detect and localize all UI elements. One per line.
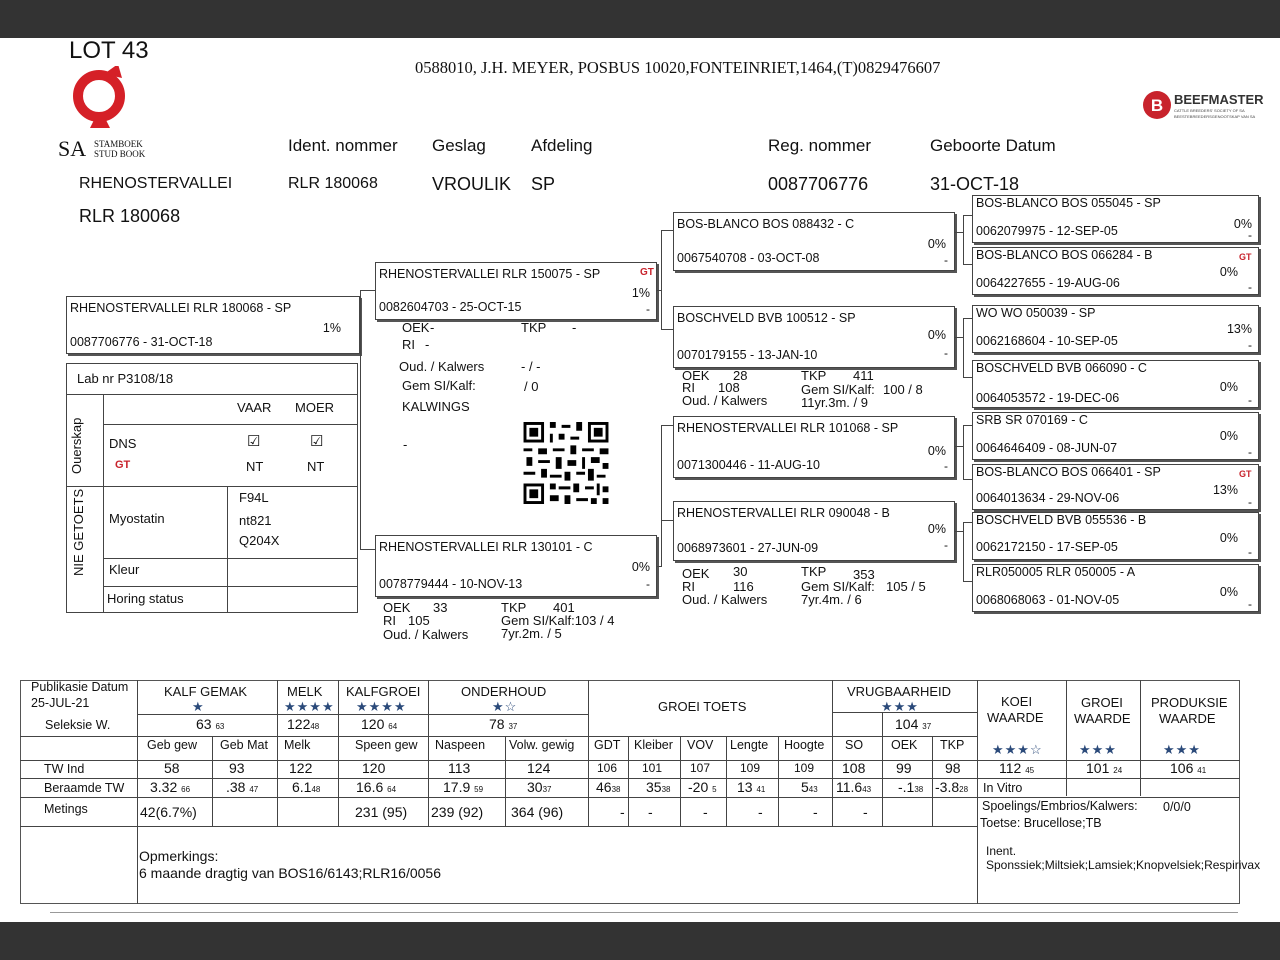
vaar-check-icon: ☑ [247, 433, 261, 450]
myostatin-f94l: F94L [239, 490, 269, 505]
gp-4-oud-value: 7yr.4m. / 6 [801, 592, 862, 607]
sire-name: RHENOSTERVALLEI RLR 150075 - SP [379, 267, 601, 281]
ggp-4-name: BOSCHVELD BVB 066090 - C [976, 361, 1147, 375]
col-kleiber: Kleiber [634, 738, 673, 752]
stud-book-sa: SA [58, 136, 87, 161]
gp-2-pct: 0% [927, 328, 946, 342]
col-vov: VOV [687, 738, 714, 752]
ggp-3-pct: 13% [1226, 322, 1252, 336]
melk-label: MELK [287, 684, 323, 699]
col-volw-gewig: Volw. gewig [509, 738, 575, 752]
lot-number: LOT 43 [69, 37, 149, 64]
ggp-2-name: BOS-BLANCO BOS 066284 - B [976, 248, 1153, 262]
gp-box-3 [673, 416, 955, 478]
sire-reg: 0082604703 - 25-OCT-15 [379, 300, 522, 314]
ggp-8-reg: 0068068063 - 01-NOV-05 [976, 593, 1120, 607]
koei-waarde-label: WAARDE [987, 710, 1044, 725]
ggp-6-gt-icon: GT [1239, 469, 1252, 479]
ggp-6-reg: 0064013634 - 29-NOV-06 [976, 491, 1120, 505]
moer-label: MOER [295, 400, 334, 415]
sire-ri-label: RI [402, 337, 415, 352]
produksie-label: PRODUKSIE [1151, 695, 1228, 710]
beefmaster-logo [1142, 90, 1270, 122]
kalwings-label: KALWINGS [402, 399, 470, 414]
ggp-1-name: BOS-BLANCO BOS 055045 - SP [976, 196, 1161, 210]
beefmaster-tag2: BEESTEBREEDERSGENOOTSKAP VAN SA [1174, 114, 1256, 119]
gp-4-oud-label: Oud. / Kalwers [682, 592, 768, 607]
produksie-stars: ★★★ [1163, 742, 1201, 757]
gp-4-tkp-value: 353 [853, 567, 875, 582]
tw-naspeen: 113 [448, 760, 471, 776]
tw-lengte: 109 [740, 761, 761, 775]
gp-4-oek-label: OEK [682, 566, 710, 581]
myostatin-nt821: nt821 [239, 513, 272, 528]
ggp-1-dash: - [1248, 228, 1252, 242]
dam-box [375, 535, 657, 597]
ggp-box-4 [972, 360, 1259, 408]
ggp-6-name: BOS-BLANCO BOS 066401 - SP [976, 465, 1161, 479]
animal-box-name: RHENOSTERVALLEI RLR 180068 - SP [70, 301, 292, 315]
gp-2-ri-label: RI [682, 380, 695, 395]
nie-getoets-label: NIE GETOETS [71, 488, 86, 576]
tw-volw-gewig: 124 [527, 760, 551, 776]
horing-label: Horing status [107, 591, 184, 606]
svg-text:B: B [1150, 96, 1164, 115]
sire-box [375, 262, 657, 320]
gp-2-tkp-label: TKP [801, 368, 827, 383]
gp-4-name: RHENOSTERVALLEI RLR 090048 - B [677, 506, 890, 520]
groei-label: GROEI [1081, 695, 1123, 710]
tw-melk: 122 [289, 760, 313, 776]
col-tkp: TKP [940, 738, 965, 752]
btw-volw-gewig: 3037 [527, 779, 552, 795]
lab-number: Lab nr P3108/18 [77, 371, 174, 386]
ggp-8-pct: 0% [1219, 585, 1238, 599]
dam-gem: Gem SI/Kalf:103 / 4 [501, 613, 615, 628]
gp-1-pct: 0% [927, 237, 946, 251]
ggp-7-pct: 0% [1219, 531, 1238, 545]
gp-2-gem-value: 100 / 8 [883, 382, 923, 397]
inent-label: Inent. [986, 844, 1017, 858]
animal-box-reg: 0087706776 - 31-OCT-18 [70, 335, 213, 349]
onderhoud-stars: ★☆ [492, 699, 518, 714]
spoelings-label: Spoelings/Embrios/Kalwers: [982, 799, 1138, 813]
gp-4-gem-value: 105 / 5 [886, 579, 926, 594]
btw-speen-gew: 16.6 64 [356, 779, 397, 795]
toetse-value: Toetse: Brucellose;TB [980, 816, 1102, 830]
ggp-2-dash: - [1248, 280, 1252, 294]
beefmaster-tag1: CATTLE BREEDERS' SOCIETY OF SA [1174, 108, 1245, 113]
sw-melk: 12248 [287, 716, 320, 732]
geslag-value: VROULIK [432, 174, 512, 194]
btw-hoogte: 543 [801, 779, 818, 795]
gp-4-dash: - [944, 538, 948, 552]
ggp-box-7 [972, 512, 1259, 560]
top-bar [0, 0, 1280, 38]
animal-box-pct: 1% [322, 321, 341, 335]
tw-geb-gew: 58 [164, 760, 180, 776]
gp-2-oek-label: OEK [682, 368, 710, 383]
col-oek: OEK [891, 738, 918, 752]
btw-geb-gew: 3.32 66 [150, 779, 191, 795]
gp-4-oek-value: 30 [733, 564, 748, 579]
animal-box [66, 296, 360, 354]
sw-kalfgroei: 120 64 [361, 716, 398, 732]
gp-2-reg: 0070179155 - 13-JAN-10 [677, 348, 818, 362]
beraamde-tw-label: Beraamde TW [44, 781, 125, 795]
sire-oek-label: OEK [402, 320, 430, 335]
gp-4-pct: 0% [927, 522, 946, 536]
tw-tkp: 98 [945, 760, 961, 776]
kalfgroei-label: KALFGROEI [346, 684, 421, 699]
met-kleiber: - [648, 804, 653, 820]
ggp-1-pct: 0% [1233, 217, 1252, 231]
beefmaster-emblem-icon [1142, 90, 1172, 120]
sw-onderhoud: 78 37 [489, 716, 518, 732]
bottom-bar [0, 922, 1280, 960]
col-speen-gew: Speen gew [355, 738, 418, 752]
tw-geb-mat: 93 [229, 760, 245, 776]
tw-oek: 99 [896, 760, 912, 776]
groei-toets-label: GROEI TOETS [658, 699, 747, 714]
ggp-3-reg: 0062168604 - 10-SEP-05 [976, 334, 1118, 348]
btw-geb-mat: .38 47 [226, 779, 259, 795]
sire-ri-value: - [425, 337, 430, 352]
dam-oud-value: 7yr.2m. / 5 [501, 626, 562, 641]
stud-book-logo [58, 66, 158, 162]
gp-2-gem-label: Gem SI/Kalf: [801, 382, 875, 397]
reg-label: Reg. nommer [768, 136, 871, 155]
gp-2-oud-value: 11yr.3m. / 9 [801, 395, 868, 410]
gp-1-dash: - [944, 253, 948, 267]
moer-check-icon: ☑ [310, 433, 324, 450]
gp-2-oek-value: 28 [733, 368, 748, 383]
pub-date: 25-JUL-21 [31, 696, 90, 710]
koei-stars: ★★★☆ [992, 742, 1043, 757]
dam-oud-label: Oud. / Kalwers [383, 627, 469, 642]
ggp-2-gt-icon: GT [1239, 252, 1252, 262]
gp-box-4 [673, 501, 955, 561]
in-vitro-label: In Vitro [983, 781, 1023, 795]
kleur-label: Kleur [109, 562, 140, 577]
tw-kleiber: 101 [642, 761, 663, 775]
geboorte-value: 31-OCT-18 [930, 174, 1020, 194]
ggp-7-reg: 0062172150 - 17-SEP-05 [976, 540, 1118, 554]
gp-1-reg: 0067540708 - 03-OCT-08 [677, 251, 820, 265]
btw-gdt: 4638 [596, 779, 621, 795]
btw-so: 11.643 [836, 779, 872, 795]
ggp-2-pct: 0% [1219, 265, 1238, 279]
ggp-box-6 [972, 464, 1259, 510]
met-volw-gewig: 364 (96) [511, 804, 564, 820]
btw-oek: -.138 [898, 779, 924, 795]
gp-4-ri-label: RI [682, 579, 695, 594]
met-naspeen: 239 (92) [431, 804, 484, 820]
ggp-box-5 [972, 412, 1259, 460]
groei-stars: ★★★ [1079, 742, 1117, 757]
moer-nt: NT [307, 459, 325, 474]
btw-lengte: 13 41 [737, 779, 766, 795]
qr-code [523, 422, 609, 504]
metings-label: Metings [44, 802, 88, 816]
dam-tkp-label: TKP [501, 600, 527, 615]
stud-book-emblem-icon [58, 66, 158, 136]
ggp-4-pct: 0% [1219, 380, 1238, 394]
ggp-2-reg: 0064227655 - 19-AUG-06 [976, 276, 1120, 290]
ggp-6-pct: 13% [1212, 483, 1238, 497]
gp-4-ri-value: 116 [733, 579, 754, 594]
gp-4-gem-label: Gem SI/Kalf: [801, 579, 875, 594]
dns-label: DNS [109, 436, 137, 451]
tw-ind-label: TW Ind [44, 762, 85, 776]
gp-2-name: BOSCHVELD BVB 100512 - SP [677, 311, 856, 325]
btw-tkp: -3.828 [935, 779, 969, 795]
ggp-5-name: SRB SR 070169 - C [976, 413, 1088, 427]
melk-stars: ★★★★ [284, 699, 335, 714]
inent-value: Sponssiek;Miltsiek;Lamsiek;Knopvelsiek;Respirivax [986, 858, 1261, 872]
btw-vov: -20 5 [688, 779, 717, 795]
gp-3-pct: 0% [927, 444, 946, 458]
sire-oek-value: - [430, 320, 435, 335]
dam-pct: 0% [631, 560, 650, 574]
gp-2-oud-label: Oud. / Kalwers [682, 393, 768, 408]
ggp-box-1 [972, 195, 1259, 243]
tw-so: 108 [842, 760, 866, 776]
afdeling-value: SP [531, 174, 556, 194]
ouerskap-label: Ouerskap [69, 417, 84, 474]
onderhoud-label: ONDERHOUD [461, 684, 547, 699]
ggp-8-name: RLR050005 RLR 050005 - A [976, 565, 1136, 579]
gp-3-dash: - [944, 459, 948, 473]
sire-misc: - [403, 437, 408, 452]
tw-produksie-waarde: 106 41 [1170, 760, 1207, 776]
tw-speen-gew: 120 [362, 760, 386, 776]
ggp-6-dash: - [1248, 495, 1252, 509]
gp-box-1 [673, 212, 955, 271]
ggp-4-reg: 0064053572 - 19-DEC-06 [976, 391, 1120, 405]
dam-reg: 0078779444 - 10-NOV-13 [379, 577, 523, 591]
met-gdt: - [620, 804, 625, 820]
geboorte-label: Geboorte Datum [930, 136, 1056, 155]
qr-code-icon [523, 422, 609, 504]
col-lengte: Lengte [730, 738, 769, 752]
dam-tkp-value: 401 [553, 600, 575, 615]
kalf-gemak-stars: ★ [192, 699, 205, 714]
col-gdt: GDT [594, 738, 621, 752]
reg-value: 0087706776 [768, 174, 869, 194]
gp-2-tkp-value: 411 [853, 368, 874, 383]
ggp-7-name: BOSCHVELD BVB 055536 - B [976, 513, 1147, 527]
ggp-5-dash: - [1248, 445, 1252, 459]
ident-label: Ident. nommer [288, 136, 398, 155]
gp-3-reg: 0071300446 - 11-AUG-10 [677, 458, 820, 472]
opmerkings-label: Opmerkings: [139, 848, 219, 864]
col-so: SO [845, 738, 864, 752]
dam-oek-value: 33 [433, 600, 448, 615]
dam-ri-label: RI [383, 613, 396, 628]
ggp-box-2 [972, 247, 1259, 295]
sire-oud-label: Oud. / Kalwers [399, 359, 485, 374]
tw-koei-waarde: 112 45 [999, 760, 1035, 776]
stud-book-line2: STUD BOOK [94, 149, 146, 159]
ggp-box-3 [972, 305, 1259, 353]
col-naspeen: Naspeen [435, 738, 486, 752]
ggp-box-8 [972, 564, 1259, 612]
sire-tkp-value: - [572, 320, 577, 335]
afdeling-label: Afdeling [531, 136, 593, 155]
gp-1-name: BOS-BLANCO BOS 088432 - C [677, 217, 855, 231]
dam-ri-value: 105 [408, 613, 430, 628]
ggp-5-reg: 0064646409 - 08-JUN-07 [976, 441, 1118, 455]
kalf-gemak-label: KALF GEMAK [164, 684, 248, 699]
produksie-waarde-label: WAARDE [1159, 711, 1216, 726]
gp-2-ri-value: 108 [718, 380, 740, 395]
sire-gem-label: Gem SI/Kalf: [402, 378, 476, 393]
vrugbaarheid-label: VRUGBAARHEID [847, 684, 952, 699]
tw-vov: 107 [690, 761, 711, 775]
koei-label: KOEI [1001, 694, 1033, 709]
sire-tkp-label: TKP [521, 320, 547, 335]
btw-kleiber: 3538 [646, 779, 671, 795]
ggp-5-pct: 0% [1219, 429, 1238, 443]
sw-kalf-gemak: 63 63 [196, 716, 225, 732]
ggp-1-reg: 0062079975 - 12-SEP-05 [976, 224, 1118, 238]
tw-groei-waarde: 101 24 [1086, 760, 1123, 776]
ggp-3-dash: - [1248, 338, 1252, 352]
met-lengte: - [758, 804, 763, 820]
sire-pct: 1% [631, 286, 650, 300]
vrugbaarheid-stars: ★★★ [881, 699, 919, 714]
pub-label: Publikasie Datum [31, 680, 129, 694]
dam-oek-label: OEK [383, 600, 411, 615]
animal-name: RHENOSTERVALLEI [79, 175, 233, 192]
met-hoogte: - [813, 804, 818, 820]
groei-waarde-label: WAARDE [1074, 711, 1131, 726]
col-geb-mat: Geb Mat [220, 738, 268, 752]
gp-box-2 [673, 306, 955, 368]
dam-name: RHENOSTERVALLEI RLR 130101 - C [379, 540, 593, 554]
spoelings-value: 0/0/0 [1163, 800, 1191, 814]
met-speen-gew: 231 (95) [355, 804, 408, 820]
ident-value: RLR 180068 [288, 175, 378, 192]
tw-gdt: 106 [597, 761, 618, 775]
col-hoogte: Hoogte [784, 738, 825, 752]
col-melk: Melk [284, 738, 311, 752]
stud-book-line1: STAMBOEK [94, 139, 143, 149]
gp-2-dash: - [944, 346, 948, 360]
ggp-3-name: WO WO 050039 - SP [976, 306, 1096, 320]
gp-3-name: RHENOSTERVALLEI RLR 101068 - SP [677, 421, 899, 435]
sire-gt-icon: GT [640, 267, 654, 278]
myostatin-label: Myostatin [109, 511, 165, 526]
met-so: - [863, 804, 868, 820]
animal-name-2: RLR 180068 [79, 206, 181, 226]
gp-4-reg: 0068973601 - 27-JUN-09 [677, 541, 819, 555]
gp-4-tkp-label: TKP [801, 564, 827, 579]
sire-oud-value: - / - [521, 359, 541, 374]
btw-naspeen: 17.9 59 [443, 779, 484, 795]
geslag-label: Geslag [432, 136, 486, 155]
dam-dash: - [646, 577, 650, 591]
ggp-4-dash: - [1248, 393, 1252, 407]
opmerkings-value: 6 maande dragtig van BOS16/6143;RLR16/0056 [139, 865, 441, 881]
ggp-7-dash: - [1248, 545, 1252, 559]
vaar-label: VAAR [237, 400, 272, 415]
vaar-nt: NT [246, 459, 264, 474]
kalfgroei-stars: ★★★★ [356, 699, 407, 714]
col-geb-gew: Geb gew [147, 738, 198, 752]
sw-vrugbaarheid: 104 37 [895, 716, 932, 732]
breeder-line: 0588010, J.H. MEYER, POSBUS 10020,FONTEINRIET,1464,(T)0829476607 [415, 58, 941, 77]
met-geb-gew: 42(6.7%) [140, 804, 197, 820]
lab-box [66, 363, 358, 613]
sire-gem-value: / 0 [524, 379, 539, 394]
ggp-8-dash: - [1248, 597, 1252, 611]
seleksie-label: Seleksie W. [45, 718, 111, 732]
sire-dash: - [646, 302, 650, 316]
gt-icon: GT [115, 459, 131, 471]
met-vov: - [703, 804, 708, 820]
btw-melk: 6.148 [292, 779, 321, 795]
beefmaster-title: BEEFMASTER [1174, 92, 1264, 107]
myostatin-q204x: Q204X [239, 533, 280, 548]
tw-hoogte: 109 [794, 761, 815, 775]
